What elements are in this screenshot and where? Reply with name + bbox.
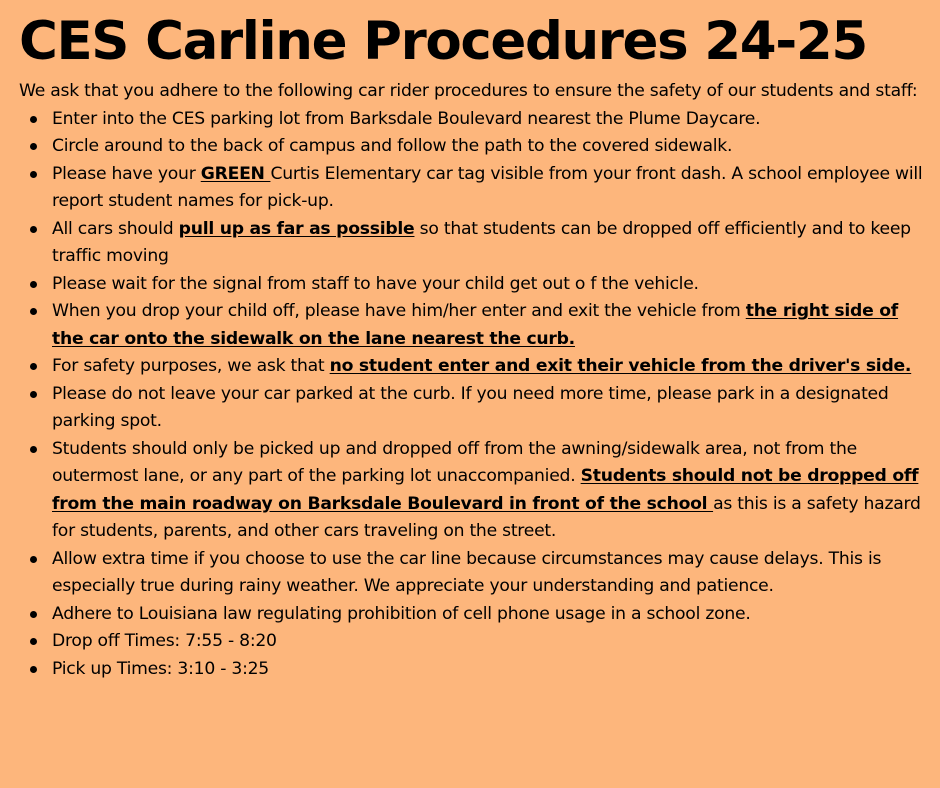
procedure-text: Please do not leave your car parked at the curb. If you need more time, please park in a designated parking spot. [52,383,889,431]
procedure-text: Drop off Times: 7:55 - 8:20 [52,631,277,651]
procedure-text: Please have your [52,163,201,184]
procedure-item-pick-up-times [52,656,924,684]
procedure-text: Adhere to Louisiana law regulating prohibition of cell phone usage in a school zone. [52,603,751,624]
procedure-list [19,106,924,684]
procedure-text: Students should only be picked up and dropped off from the awning/sidewalk area, not from the outermost lane, or any part of the parking lot unaccompanied. [52,438,857,486]
page-title: CES Carline Procedures 24-25 [19,11,867,72]
bullet-icon [30,116,37,123]
procedure-item-cell-phone-law [52,601,924,629]
procedure-item-drop-off-times [52,628,924,656]
procedure-text-continued: Curtis Elementary car tag visible from your front dash. A school employee will report student names for pick-up. [52,163,923,211]
procedure-text: Pick up Times: 3:10 - 3:25 [52,658,269,679]
procedure-text: Circle around to the back of campus and follow the path to the covered sidewalk. [52,136,733,156]
procedure-text-continued: so that students can be dropped off efficiently and to keep traffic moving [52,218,911,266]
bullet-icon [30,363,37,370]
bullet-icon [30,391,37,398]
procedure-item-awning-area [52,436,924,546]
procedure-item-extra-time [52,546,924,601]
procedure-text: Enter into the CES parking lot from Barksdale Boulevard nearest the Plume Daycare. [52,108,761,129]
procedure-item-driver-side [52,353,924,381]
procedure-item-pull-up [52,216,924,271]
intro-paragraph: We ask that you adhere to the following car rider procedures to ensure the safety of our students and staff: [19,81,918,101]
procedure-item-no-parking [52,381,924,436]
bullet-icon [30,611,37,618]
procedure-item-enter-lot [52,106,924,134]
procedure-emphasis: pull up as far as possible [178,218,415,239]
bullet-icon [30,308,37,315]
procedure-item-circle-campus [52,133,924,161]
procedure-text: When you drop your child off, please have him/her enter and exit the vehicle from [52,301,746,321]
procedure-text: Please wait for the signal from staff to have your child get out o f the vehicle. [52,273,699,294]
bullet-icon [30,171,37,178]
bullet-icon [30,556,37,563]
bullet-icon [30,281,37,288]
procedure-text: All cars should [52,218,179,239]
bullet-icon [30,446,37,453]
procedure-text: Allow extra time if you choose to use the car line because circumstances may cause delays. This is especially true during rainy weather. We appreciate your understanding and patience. [52,548,882,596]
procedure-emphasis: GREEN [200,163,271,184]
bullet-icon [30,143,37,150]
procedure-item-wait-signal [52,271,924,299]
bullet-icon [30,638,37,645]
procedure-emphasis: Students should not be dropped off from the main roadway on Barksdale Boulevard in front of the school [52,466,919,514]
bullet-icon [30,666,37,673]
procedure-emphasis: no student enter and exit their vehicle from the driver's side. [329,356,912,376]
procedure-text-continued: as this is a safety hazard for students, parents, and other cars traveling on the street. [52,493,921,541]
procedure-emphasis: the right side of the car onto the sidewalk on the lane nearest the curb. [52,301,899,349]
procedure-text: For safety purposes, we ask that [52,356,330,376]
procedure-item-right-side [52,298,924,353]
procedure-item-car-tag [52,161,924,216]
bullet-icon [30,226,37,233]
